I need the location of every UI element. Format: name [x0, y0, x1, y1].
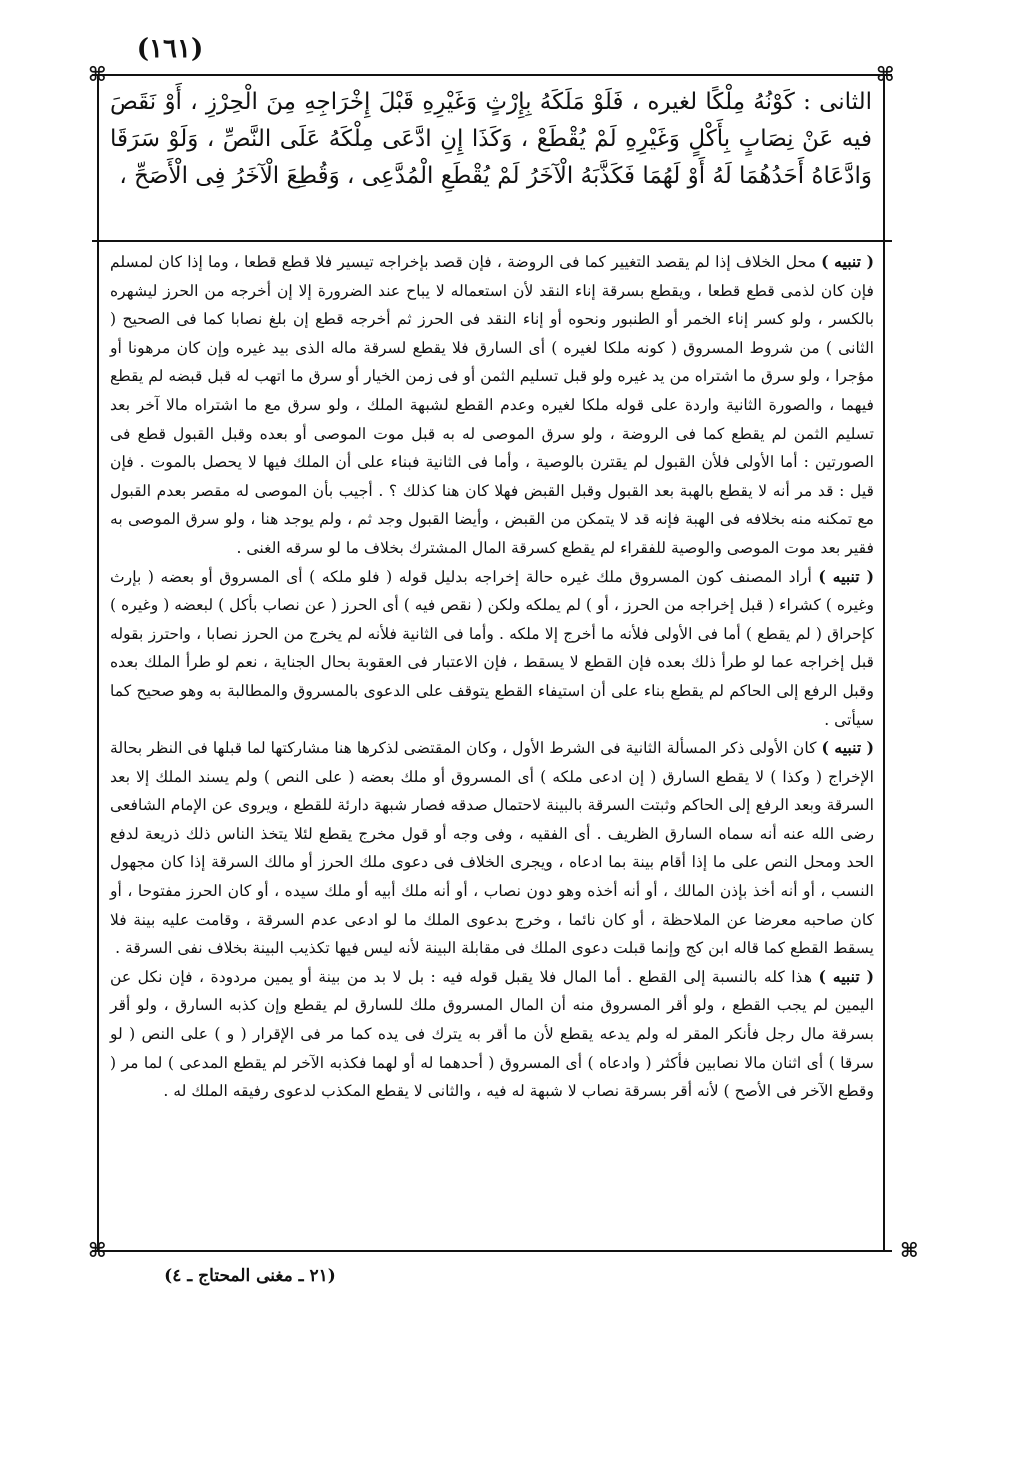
tanbih-label: ( تنبيه ) — [818, 566, 874, 586]
tanbih-label: ( تنبيه ) — [818, 966, 874, 986]
sharh-paragraph — [110, 563, 874, 735]
matn-text — [110, 84, 872, 195]
middle-rule — [92, 240, 892, 242]
top-rule — [92, 74, 892, 76]
corner-ornament-icon: ⌘ — [900, 1238, 919, 1262]
sharh-commentary — [110, 248, 874, 1106]
tanbih-label: ( تنبيه ) — [821, 738, 875, 758]
sharh-text: كان الأولى ذكر المسألة الثانية فى الشرط الأول ، وكان المقتضى لذكرها هنا مشاركتها لما قبلها فى النظر بحالة الإخراج ( وكذا ) لا يقطع السارق ( إن ادعى ملكه ) أى المسروق أو ملك بعضه ( على النص ) ولم يسند الملك إلا بعد السرقة وبعد الرفع إلى الحاكم وثبتت السرقة بالبينة لاحتمال صدقه فصار شبهة دارئة للقطع ، ويروى عن الإمام الشافعى رضى الله عنه أنه سماه السارق الظريف . أى الفقيه ، وفى وجه أو قول مخرج يقطع لئلا يتخذ الناس ذلك ذريعة لدفع الحد ومحل النص على ما إذا أقام بينة بما ادعاه ، ويجرى الخلاف فى دعوى ملك الحرز أو مالك السرقة إذا كان مجهول النسب ، أو أنه أخذ بإذن المالك ، أو أنه أخذه وهو دون نصاب ، أو أنه ملك أبيه أو ملك سيده ، أو كان الحرز مفتوحا ، أو كان صاحبه معرضا عن الملاحظة ، أو كان نائما ، وخرج بدعوى الملك ما لو ادعى عدم السرقة ، وقامت عليه بينة فلا يسقط القطع كما قاله ابن كج وإنما قبلت دعوى الملك فى مقابلة البينة لأنه ليس فيها تكذيب البينة بخلاف نفى السرقة . — [110, 739, 874, 958]
footer-signature: (٢١ ـ مغنى المحتاج ـ ٤) — [164, 1266, 336, 1286]
bottom-rule — [92, 1250, 892, 1252]
page-number: (١٦١) — [136, 34, 204, 64]
sharh-paragraph — [110, 248, 874, 563]
sharh-paragraph — [110, 734, 874, 963]
sharh-text: هذا كله بالنسبة إلى القطع . أما المال فلا يقبل قوله فيه : بل لا بد من بينة أو يمين مردودة ، فإن نكل عن اليمين لم يجب القطع ، ولو أقر المسروق منه أن المال المسروق ملك للسارق لم يقطع وإن كذبه السارق ، ولو أقر بسرقة مال رجل فأنكر المقر له ولم يدعه يقطع لأن ما أقر به يترك فى يده كما مر فى الإقرار ( و ) على النص ( لو سرقا ) أى اثنان مالا نصابين فأكثر ( وادعاه ) أى المسروق ( أحدهما له أو لهما فكذبه الآخر لم يقطع المدعى ) لما مر ( وقطع الآخر فى الأصح ) لأنه أقر بسرقة نصاب لا شبهة له فيه ، والثانى لا يقطع المكذب لدعوى رفيقه الملك له . — [110, 967, 874, 1101]
matn-paragraph: الثانى : كَوْنُهُ مِلْكًا لغيره ، فَلَوْ مَلَكَهُ بِإِرْثٍ وَغَيْرِهِ قَبْلَ إِخْرَاجِهِ مِنَ الْحِرْزِ ، أَوْ نَقَصَ فيه عَنْ نِصَابٍ بِأَكْلٍ وَغَيْرِهِ لَمْ يُقْطَعْ ، وَكَذَا إِنِ ادَّعَى مِلْكَهُ عَلَى النَّصِّ ، وَلَوْ سَرَقَا وَادَّعَاهُ أَحَدُهُمَا لَهُ أَوْ لَهُمَا فَكَذَّبَهُ الْآخَرُ لَمْ يُقْطَعِ الْمُدَّعِى ، وَقُطِعَ الْآخَرُ فِى الْأَصَحِّ ، — [110, 89, 872, 189]
corner-ornament-icon: ⌘ — [88, 62, 107, 86]
tanbih-label: ( تنبيه ) — [821, 252, 874, 271]
corner-ornament-icon: ⌘ — [876, 62, 895, 86]
corner-ornament-icon: ⌘ — [88, 1238, 107, 1262]
sharh-text: أراد المصنف كون المسروق ملك غيره حالة إخراجه بدليل قوله ( فلو ملكه ) أى المسروق أو بعضه ( بإرث وغيره ) كشراء ( قبل إخراجه من الحرز ، أو ) لم يملكه ولكن ( نقص فيه ) أى الحرز ( عن نصاب بأكل ) لبعضه ( وغيره ) كإحراق ( لم يقطع ) أما فى الأولى فلأنه ما أخرج إلا ملكه . وأما فى الثانية فلأنه لم يخرج من الحرز نصابا ، واحترز بقوله قبل إخراجه عما لو طرأ ذلك بعده فإن القطع لا يسقط ، فإن الاعتبار فى العقوبة بحال الجناية ، نعم لو طرأ الملك بعده وقبل الرفع إلى الحاكم لم يقطع بناء على أن استيفاء القطع يتوقف على الدعوى بالمسروق والمطالبة به وهو صحيح كما سيأتى . — [110, 567, 874, 729]
sharh-paragraph — [110, 963, 874, 1106]
sharh-text: محل الخلاف إذا لم يقصد التغيير كما فى الروضة ، فإن قصد بإخراجه تيسير فلا قطع قطعا ، وما إذا كان لمسلم فإن كان لذمى قطع قطعا ، ويقطع بسرقة إناء النقد لأن استعماله لا يباح عند الضرورة إلا إن أخرجه من الحرز ليشهره بالكسر ، ولو كسر إناء الخمر أو الطنبور ونحوه أو إناء النقد فى الحرز ثم أخرجه قطع إن بلغ نصابا كما فى الصحيح ( الثانى ) من شروط المسروق ( كونه ملكا لغيره ) أى السارق فلا يقطع لسرقة ماله الذى بيد غيره وإن كان مرهونا أو مؤجرا ، ولو سرق ما اشتراه من يد غيره ولو قبل تسليم الثمن أو فى زمن الخيار أو سرق ما اتهب له قبل قبضه لم يقطع فيهما ، والصورة الثانية واردة على قوله ملكا لغيره وعدم القطع لشبهة الملك ، ولو سرق مع ما اشتراه مالا آخر بعد تسليم الثمن لم يقطع كما فى الروضة ، ولو سرق الموصى له به قبل موت الموصى أو بعده وقبل القبول قطع فى الصورتين : أما الأولى فلأن القبول لم يقترن بالوصية ، وأما فى الثانية فبناء على أن الملك فيها لا يحصل بالموت . فإن قيل : قد مر أنه لا يقطع بالهبة بعد القبول وقبل القبض فهلا كان هنا كذلك ؟ . أجيب بأن الموصى له مقصر بعدم القبول مع تمكنه منه بخلافه فى الهبة فإنه قد لا يتمكن من القبض ، وأيضا القبول وجد ثم ، ولم يوجد هنا ، ولو سرق الموصى به فقير بعد موت الموصى والوصية للفقراء لم يقطع كسرقة المال المشترك بخلاف ما لو سرقه الغنى . — [110, 253, 874, 557]
